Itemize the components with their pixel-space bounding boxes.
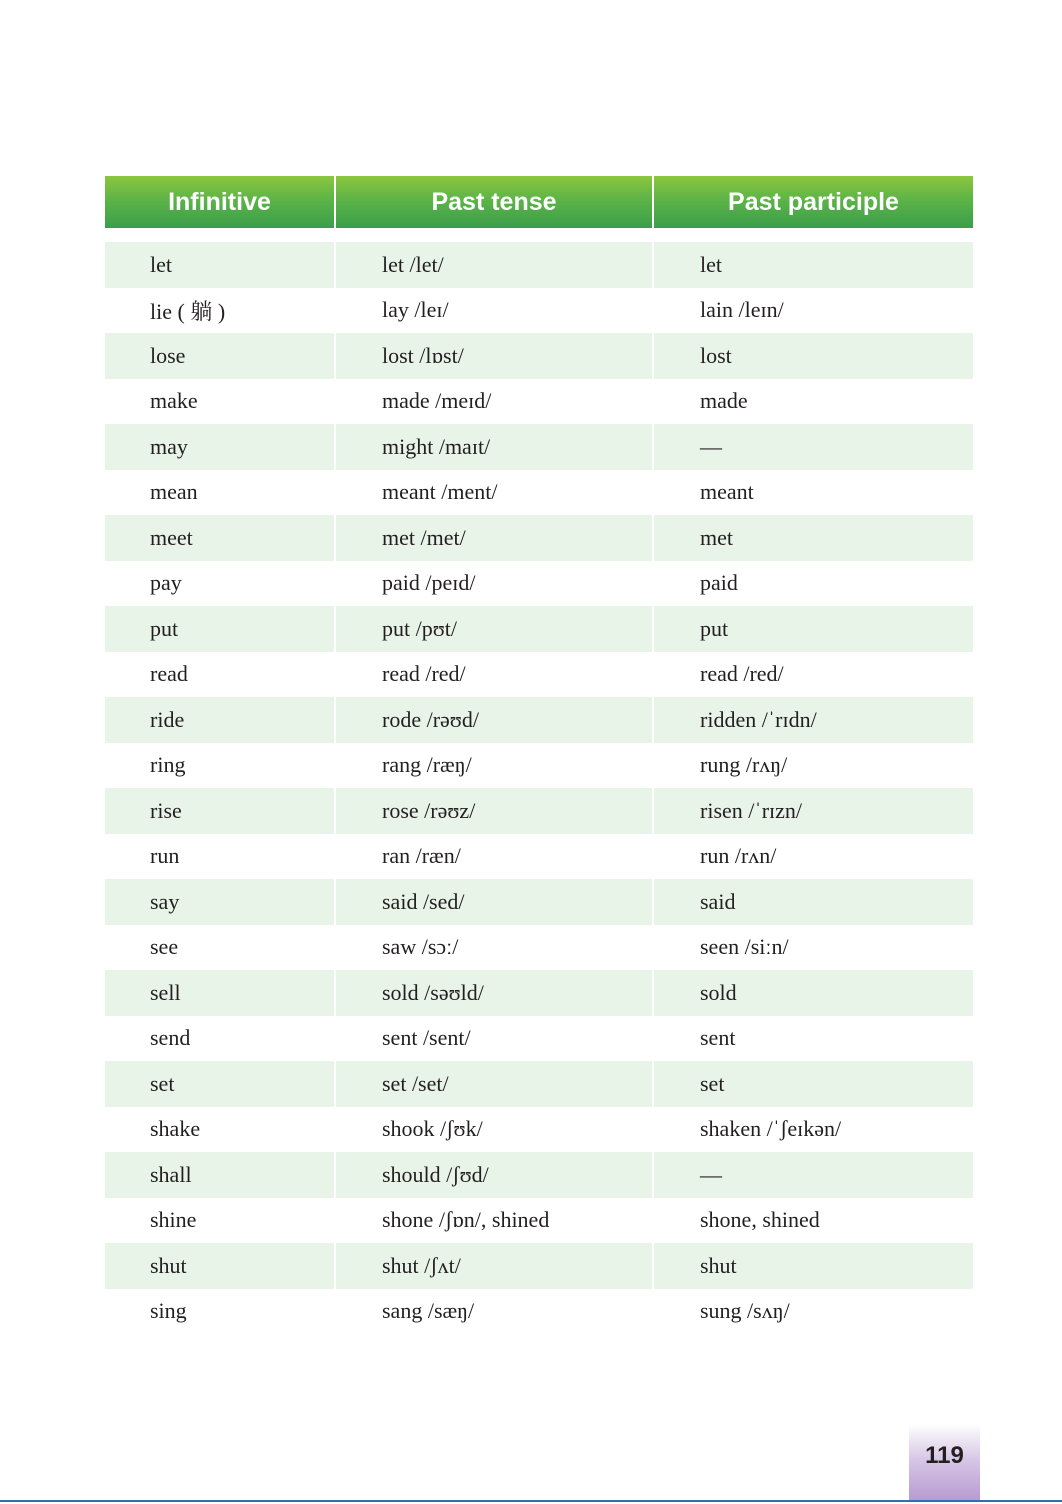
cell-past-tense: met /met/: [336, 515, 654, 561]
header-past-tense: Past tense: [336, 176, 654, 228]
cell-past-participle: read /red/: [700, 661, 784, 687]
cell-past-participle: sung /sʌŋ/: [700, 1298, 790, 1324]
cell-past-participle: risen /ˈrɪzn/: [700, 797, 803, 823]
cell-infinitive: shall: [105, 1152, 336, 1198]
cell-past-tense: read /red/: [336, 652, 654, 698]
cell-past-tense: meant /ment/: [336, 470, 654, 516]
cell-past-tense: rose /rəʊz/: [336, 788, 654, 834]
cell-past-participle: run /rʌn/: [700, 843, 777, 869]
table-row: [105, 788, 973, 834]
header-past-participle: Past participle: [728, 187, 899, 216]
table-row: [105, 1243, 973, 1289]
table-row: [105, 1061, 973, 1107]
cell-infinitive: shake: [105, 1107, 336, 1153]
cell-infinitive: rise: [105, 788, 336, 834]
cell-infinitive: mean: [105, 470, 336, 516]
cell-past-participle: meant: [700, 479, 754, 505]
cell-past-tense: paid /peɪd/: [336, 561, 654, 607]
cell-past-participle: shone, shined: [700, 1207, 820, 1233]
cell-infinitive: sing: [105, 1289, 336, 1335]
cell-past-participle: said: [700, 888, 736, 914]
cell-past-participle: sold: [700, 979, 737, 1005]
cell-past-tense: ran /ræn/: [336, 834, 654, 880]
table-row: [105, 561, 973, 607]
cell-infinitive: shut: [105, 1243, 336, 1289]
page-number: 119: [925, 1441, 964, 1469]
cell-past-tense: sang /sæŋ/: [336, 1289, 654, 1335]
cell-past-participle: shaken /ˈʃeɪkən/: [700, 1116, 842, 1142]
cell-infinitive: shine: [105, 1198, 336, 1244]
table-row: [105, 333, 973, 379]
cell-past-tense: sold /səʊld/: [336, 970, 654, 1016]
cell-past-participle: let: [700, 251, 722, 277]
table-row: [105, 1016, 973, 1062]
cell-past-tense: made /meɪd/: [336, 379, 654, 425]
cell-past-tense: put /pʊt/: [336, 606, 654, 652]
cell-infinitive: may: [105, 424, 336, 470]
table-row: [105, 970, 973, 1016]
cell-infinitive: let: [105, 242, 336, 288]
cell-past-tense: shone /ʃɒn/, shined: [336, 1198, 654, 1244]
cell-past-participle: ridden /ˈrɪdn/: [700, 706, 817, 732]
irregular-verbs-table: [105, 176, 973, 1334]
table-row: [105, 697, 973, 743]
cell-infinitive: lie ( 躺 ): [105, 288, 336, 334]
cell-infinitive: meet: [105, 515, 336, 561]
cell-past-tense: set /set/: [336, 1061, 654, 1107]
cell-infinitive: pay: [105, 561, 336, 607]
table-row: [105, 1152, 973, 1198]
table-row: [105, 470, 973, 516]
cell-past-participle: made: [700, 388, 748, 414]
table-row: [105, 879, 973, 925]
table-row: [105, 743, 973, 789]
cell-infinitive: run: [105, 834, 336, 880]
table-row: [105, 652, 973, 698]
header-infinitive: Infinitive: [105, 176, 336, 228]
page-number-tab: [909, 1424, 980, 1501]
table-row: [105, 1198, 973, 1244]
table-body: [105, 242, 973, 1334]
table-row: [105, 1289, 973, 1335]
cell-past-tense: let /let/: [336, 242, 654, 288]
cell-infinitive: lose: [105, 333, 336, 379]
cell-past-tense: rang /ræŋ/: [336, 743, 654, 789]
cell-past-participle: —: [700, 433, 722, 459]
cell-infinitive: read: [105, 652, 336, 698]
cell-infinitive: ride: [105, 697, 336, 743]
table-header-row: [105, 176, 973, 228]
cell-past-participle: rung /rʌŋ/: [700, 752, 788, 778]
table-row: [105, 834, 973, 880]
cell-infinitive: say: [105, 879, 336, 925]
table-row: [105, 424, 973, 470]
cell-infinitive: sell: [105, 970, 336, 1016]
cell-infinitive: see: [105, 925, 336, 971]
cell-infinitive: send: [105, 1016, 336, 1062]
cell-past-tense: said /sed/: [336, 879, 654, 925]
cell-past-tense: lost /lɒst/: [336, 333, 654, 379]
cell-past-participle: seen /siːn/: [700, 934, 789, 960]
cell-past-participle: paid: [700, 570, 738, 596]
cell-infinitive: ring: [105, 743, 336, 789]
cell-past-participle: shut: [700, 1252, 737, 1278]
cell-past-participle: —: [700, 1161, 722, 1187]
cell-past-tense: lay /leɪ/: [336, 288, 654, 334]
bottom-rule: [0, 1500, 1062, 1502]
cell-past-tense: shut /ʃʌt/: [336, 1243, 654, 1289]
cell-infinitive: set: [105, 1061, 336, 1107]
table-row: [105, 242, 973, 288]
table-row: [105, 925, 973, 971]
table-row: [105, 379, 973, 425]
cell-past-participle: put: [700, 615, 729, 641]
cell-past-participle: lain /leɪn/: [700, 297, 784, 323]
table-row: [105, 515, 973, 561]
cell-past-tense: saw /sɔː/: [336, 925, 654, 971]
cell-past-participle: set: [700, 1070, 725, 1096]
table-row: [105, 1107, 973, 1153]
cell-past-tense: sent /sent/: [336, 1016, 654, 1062]
cell-infinitive: put: [105, 606, 336, 652]
cell-past-tense: rode /rəʊd/: [336, 697, 654, 743]
cell-infinitive: make: [105, 379, 336, 425]
cell-past-tense: shook /ʃʊk/: [336, 1107, 654, 1153]
table-row: [105, 606, 973, 652]
cell-past-participle: lost: [700, 342, 732, 368]
cell-past-participle: met: [700, 524, 733, 550]
cell-past-participle: sent: [700, 1025, 736, 1051]
table-row: [105, 288, 973, 334]
cell-past-tense: might /maɪt/: [336, 424, 654, 470]
cell-past-tense: should /ʃʊd/: [336, 1152, 654, 1198]
